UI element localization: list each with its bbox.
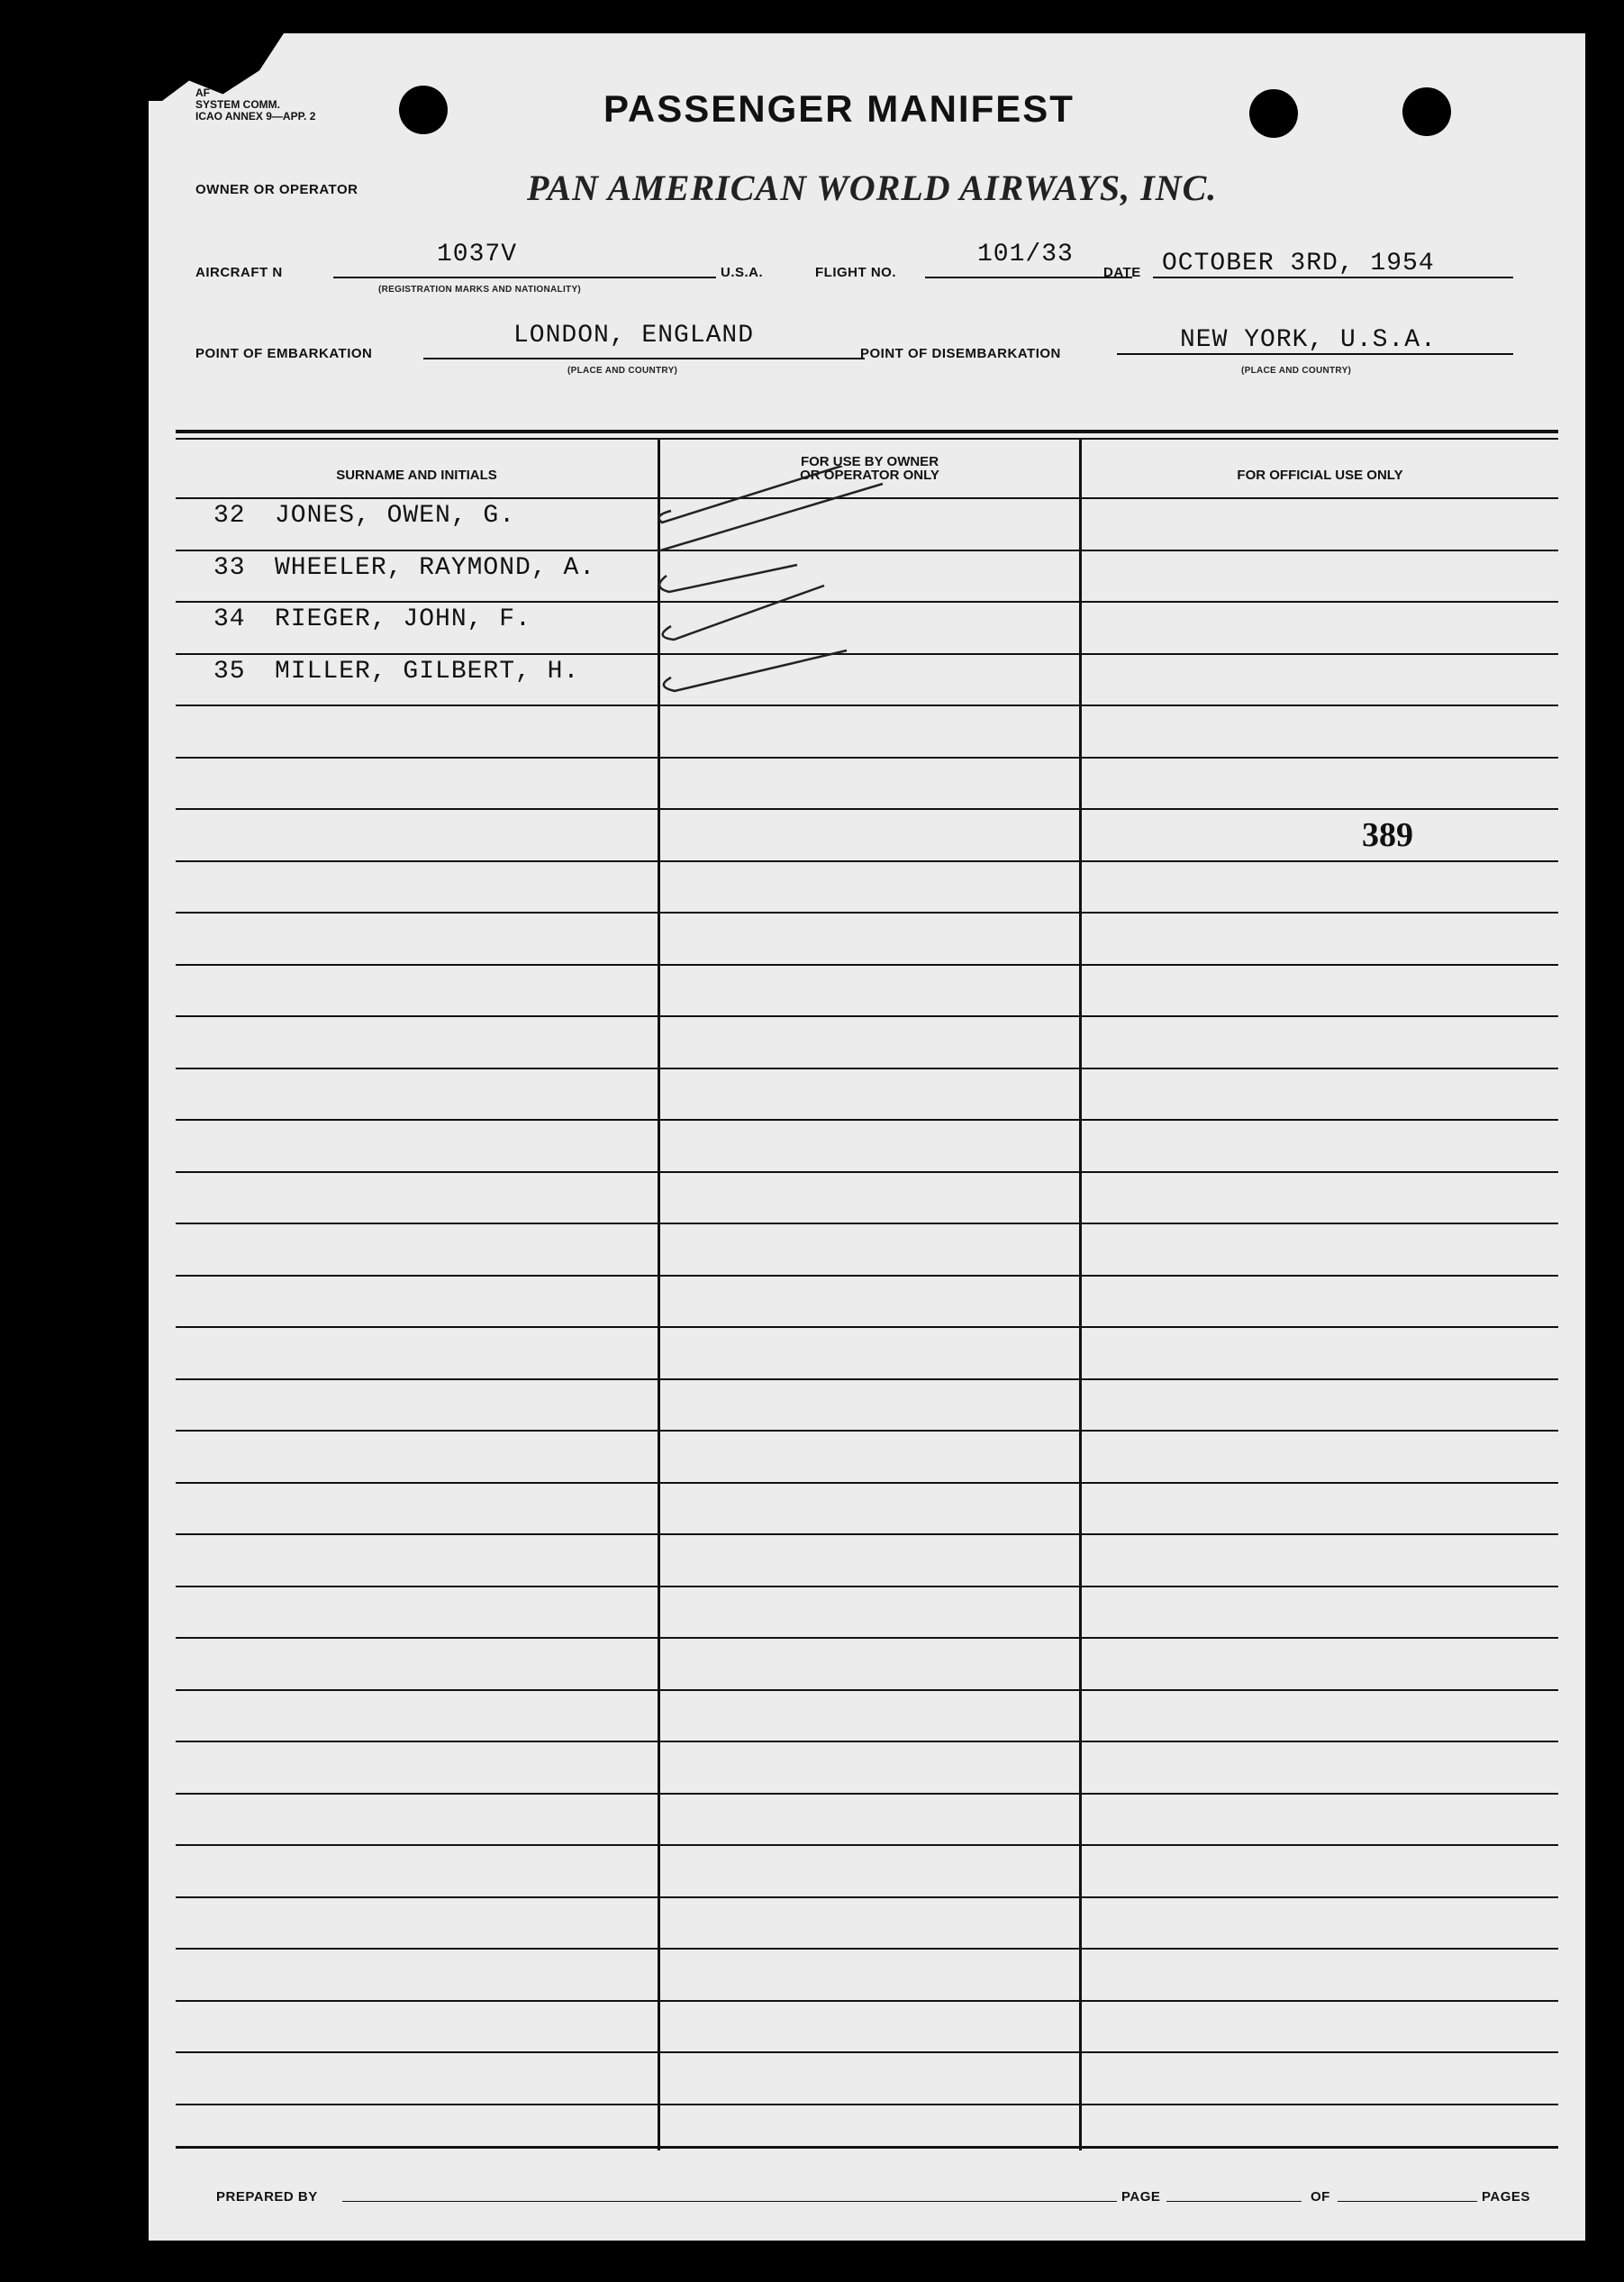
aircraft-caption: (REGISTRATION MARKS AND NATIONALITY) xyxy=(378,285,582,295)
date-label: DATE xyxy=(1103,265,1141,280)
table-top-rule xyxy=(176,430,1558,433)
table-row-rule xyxy=(176,1275,1558,1277)
passenger-row xyxy=(213,554,595,582)
flight-label: FLIGHT NO. xyxy=(815,265,896,280)
table-row-rule xyxy=(176,1482,1558,1484)
table-bottom-rule xyxy=(176,2146,1558,2149)
table-row-rule xyxy=(176,1844,1558,1846)
column-header-surname: SURNAME AND INITIALS xyxy=(336,468,497,483)
aircraft-label: AIRCRAFT N xyxy=(195,265,283,280)
page-title: PASSENGER MANIFEST xyxy=(603,87,1075,130)
table-row-rule xyxy=(176,964,1558,966)
disembarkation-value: NEW YORK, U.S.A. xyxy=(1180,326,1437,354)
passenger-row xyxy=(213,605,531,633)
disembarkation-caption: (PLACE AND COUNTRY) xyxy=(1241,366,1352,376)
column-header-owner-use: FOR USE BY OWNER OR OPERATOR ONLY xyxy=(800,454,939,483)
prepared-by-label: PREPARED BY xyxy=(216,2189,318,2205)
embarkation-caption: (PLACE AND COUNTRY) xyxy=(567,366,678,376)
passenger-name: RIEGER, JOHN, F. xyxy=(275,605,531,633)
passenger-name: JONES, OWEN, G. xyxy=(275,502,516,530)
table-row-rule xyxy=(176,1689,1558,1691)
passenger-name: WHEELER, RAYMOND, A. xyxy=(275,553,596,582)
table-row-rule xyxy=(176,1015,1558,1017)
column-divider xyxy=(1079,439,1082,2150)
table-row-rule xyxy=(176,1586,1558,1587)
manifest-page xyxy=(149,33,1585,2241)
punch-hole xyxy=(1402,87,1451,136)
table-row-rule xyxy=(176,1430,1558,1432)
table-row-rule xyxy=(176,860,1558,862)
table-row-rule xyxy=(176,1378,1558,1380)
of-label: OF xyxy=(1311,2189,1330,2205)
table-row-rule xyxy=(176,1948,1558,1950)
passenger-number: 32 xyxy=(213,502,246,530)
disembarkation-label: POINT OF DISEMBARKATION xyxy=(860,346,1061,361)
owner-label: OWNER OR OPERATOR xyxy=(195,182,358,197)
table-row-rule xyxy=(176,1326,1558,1328)
table-row-rule xyxy=(176,1741,1558,1742)
table-row-rule xyxy=(176,1119,1558,1121)
aircraft-suffix: U.S.A. xyxy=(721,265,764,280)
table-row-rule xyxy=(176,1793,1558,1795)
column-header-official-use: FOR OFFICIAL USE ONLY xyxy=(1237,468,1403,483)
pages-label: PAGES xyxy=(1482,2189,1530,2205)
aircraft-value: 1037V xyxy=(437,241,518,268)
table-row-rule xyxy=(176,1533,1558,1535)
page-label: PAGE xyxy=(1121,2189,1161,2205)
table-row-rule xyxy=(176,808,1558,810)
passenger-row xyxy=(213,658,579,686)
table-row-rule xyxy=(176,1171,1558,1173)
table-row-rule xyxy=(176,912,1558,914)
table-row-rule xyxy=(176,2000,1558,2002)
checkmark-marks xyxy=(635,466,1013,736)
passenger-row xyxy=(213,502,515,530)
table-row-rule xyxy=(176,2051,1558,2053)
punch-hole xyxy=(1249,89,1298,138)
stamp-number: 389 xyxy=(1362,816,1413,854)
table-row-rule xyxy=(176,2104,1558,2105)
embarkation-value: LONDON, ENGLAND xyxy=(513,322,755,350)
flight-value: 101/33 xyxy=(977,241,1074,268)
table-row-rule xyxy=(176,1223,1558,1224)
table-row-rule xyxy=(176,1896,1558,1898)
table-row-rule xyxy=(176,757,1558,759)
passenger-number: 33 xyxy=(213,553,246,582)
owner-value: PAN AMERICAN WORLD AIRWAYS, INC. xyxy=(527,168,1218,208)
passenger-name: MILLER, GILBERT, H. xyxy=(275,657,580,686)
form-reference: AF SYSTEM COMM. ICAO ANNEX 9—APP. 2 xyxy=(195,86,316,123)
punch-hole xyxy=(399,86,448,134)
passenger-number: 34 xyxy=(213,605,246,633)
passenger-number: 35 xyxy=(213,657,246,686)
embarkation-label: POINT OF EMBARKATION xyxy=(195,346,373,361)
table-row-rule xyxy=(176,1068,1558,1069)
date-value: OCTOBER 3RD, 1954 xyxy=(1162,250,1435,277)
table-row-rule xyxy=(176,1637,1558,1639)
